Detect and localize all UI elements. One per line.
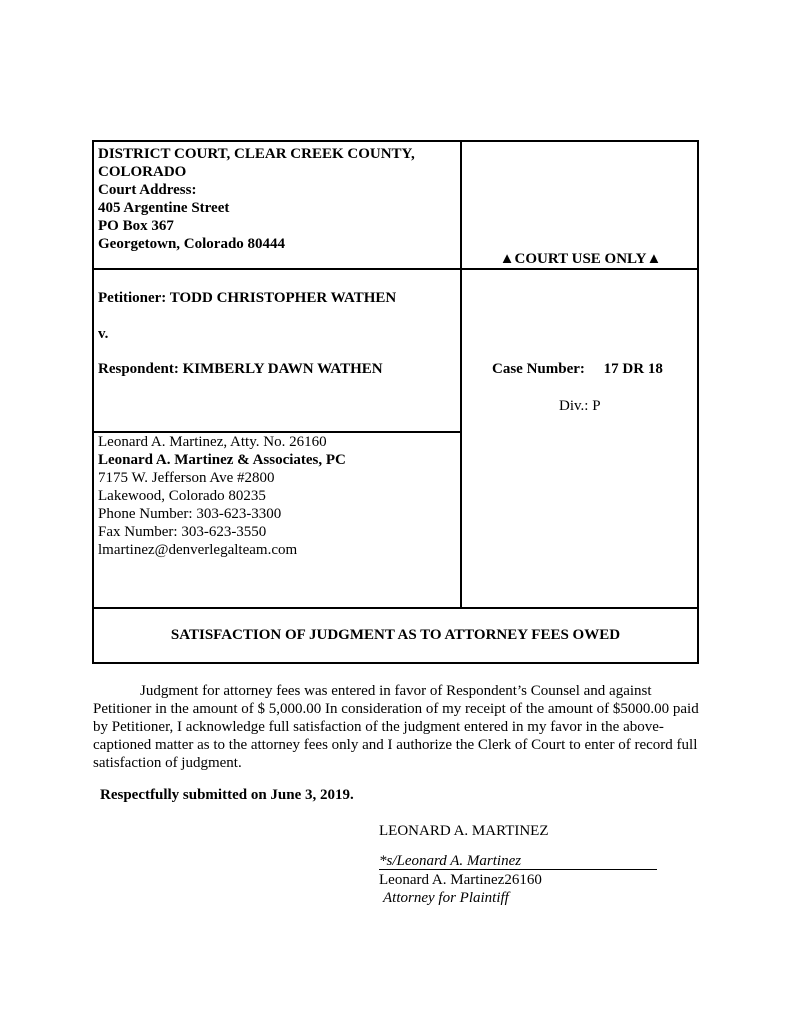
attorney-fax: Fax Number: 303-623-3550 bbox=[98, 524, 267, 540]
caption-vertical-divider bbox=[460, 142, 462, 608]
attorney-info-block bbox=[98, 433, 458, 559]
signatory-printed-name: Leonard A. Martinez26160 bbox=[379, 872, 542, 888]
court-name-line2: COLORADO bbox=[98, 164, 187, 180]
court-name-line1: DISTRICT COURT, CLEAR CREEK COUNTY, bbox=[98, 146, 415, 162]
caption-divider-title bbox=[94, 607, 697, 609]
respondent-line: Respondent: KIMBERLY DAWN WATHEN bbox=[98, 361, 383, 377]
court-info-block bbox=[98, 145, 458, 253]
case-number: Case Number: 17 DR 18 bbox=[492, 361, 663, 377]
e-signature: *s/Leonard A. Martinez bbox=[379, 853, 522, 869]
division: Div.: P bbox=[559, 398, 601, 414]
court-street: 405 Argentine Street bbox=[98, 200, 230, 216]
attorney-email: lmartinez@denverlegalteam.com bbox=[98, 542, 298, 558]
petitioner-line: Petitioner: TODD CHRISTOPHER WATHEN bbox=[98, 290, 397, 306]
court-address-label: Court Address: bbox=[98, 182, 197, 198]
court-po-box: PO Box 367 bbox=[98, 218, 174, 234]
versus-line: v. bbox=[98, 326, 109, 342]
signatory-role: Attorney for Plaintiff bbox=[383, 890, 509, 906]
submitted-date: Respectfully submitted on June 3, 2019. bbox=[100, 787, 354, 803]
attorney-phone: Phone Number: 303-623-3300 bbox=[98, 506, 282, 522]
attorney-city: Lakewood, Colorado 80235 bbox=[98, 488, 266, 504]
attorney-name: Leonard A. Martinez, Atty. No. 26160 bbox=[98, 434, 327, 450]
attorney-street: 7175 W. Jefferson Ave #2800 bbox=[98, 470, 275, 486]
attorney-firm: Leonard A. Martinez & Associates, PC bbox=[98, 452, 346, 468]
court-use-only-label: ▲COURT USE ONLY▲ bbox=[499, 251, 662, 267]
court-city: Georgetown, Colorado 80444 bbox=[98, 236, 286, 252]
signature-line bbox=[379, 852, 657, 870]
caption-divider-court bbox=[94, 268, 697, 270]
document-title: SATISFACTION OF JUDGMENT AS TO ATTORNEY FEES OWED bbox=[170, 627, 621, 643]
case-caption-table bbox=[92, 140, 699, 664]
parties-block bbox=[98, 289, 458, 378]
signatory-name: LEONARD A. MARTINEZ bbox=[379, 823, 549, 839]
body-paragraph: Judgment for attorney fees was entered in favor of Respondent’s Counsel and against Petitioner in the amount of $ 5,000.00 In consideration of my receipt of the amount of $5000.00 paid by Petitioner, I acknowledge full satisfaction of the judgment entered in my favor in the above-captioned matter as to the attorney fees only and I authorize the Clerk of Court to enter of record full satisfaction of judgment. bbox=[93, 683, 699, 771]
